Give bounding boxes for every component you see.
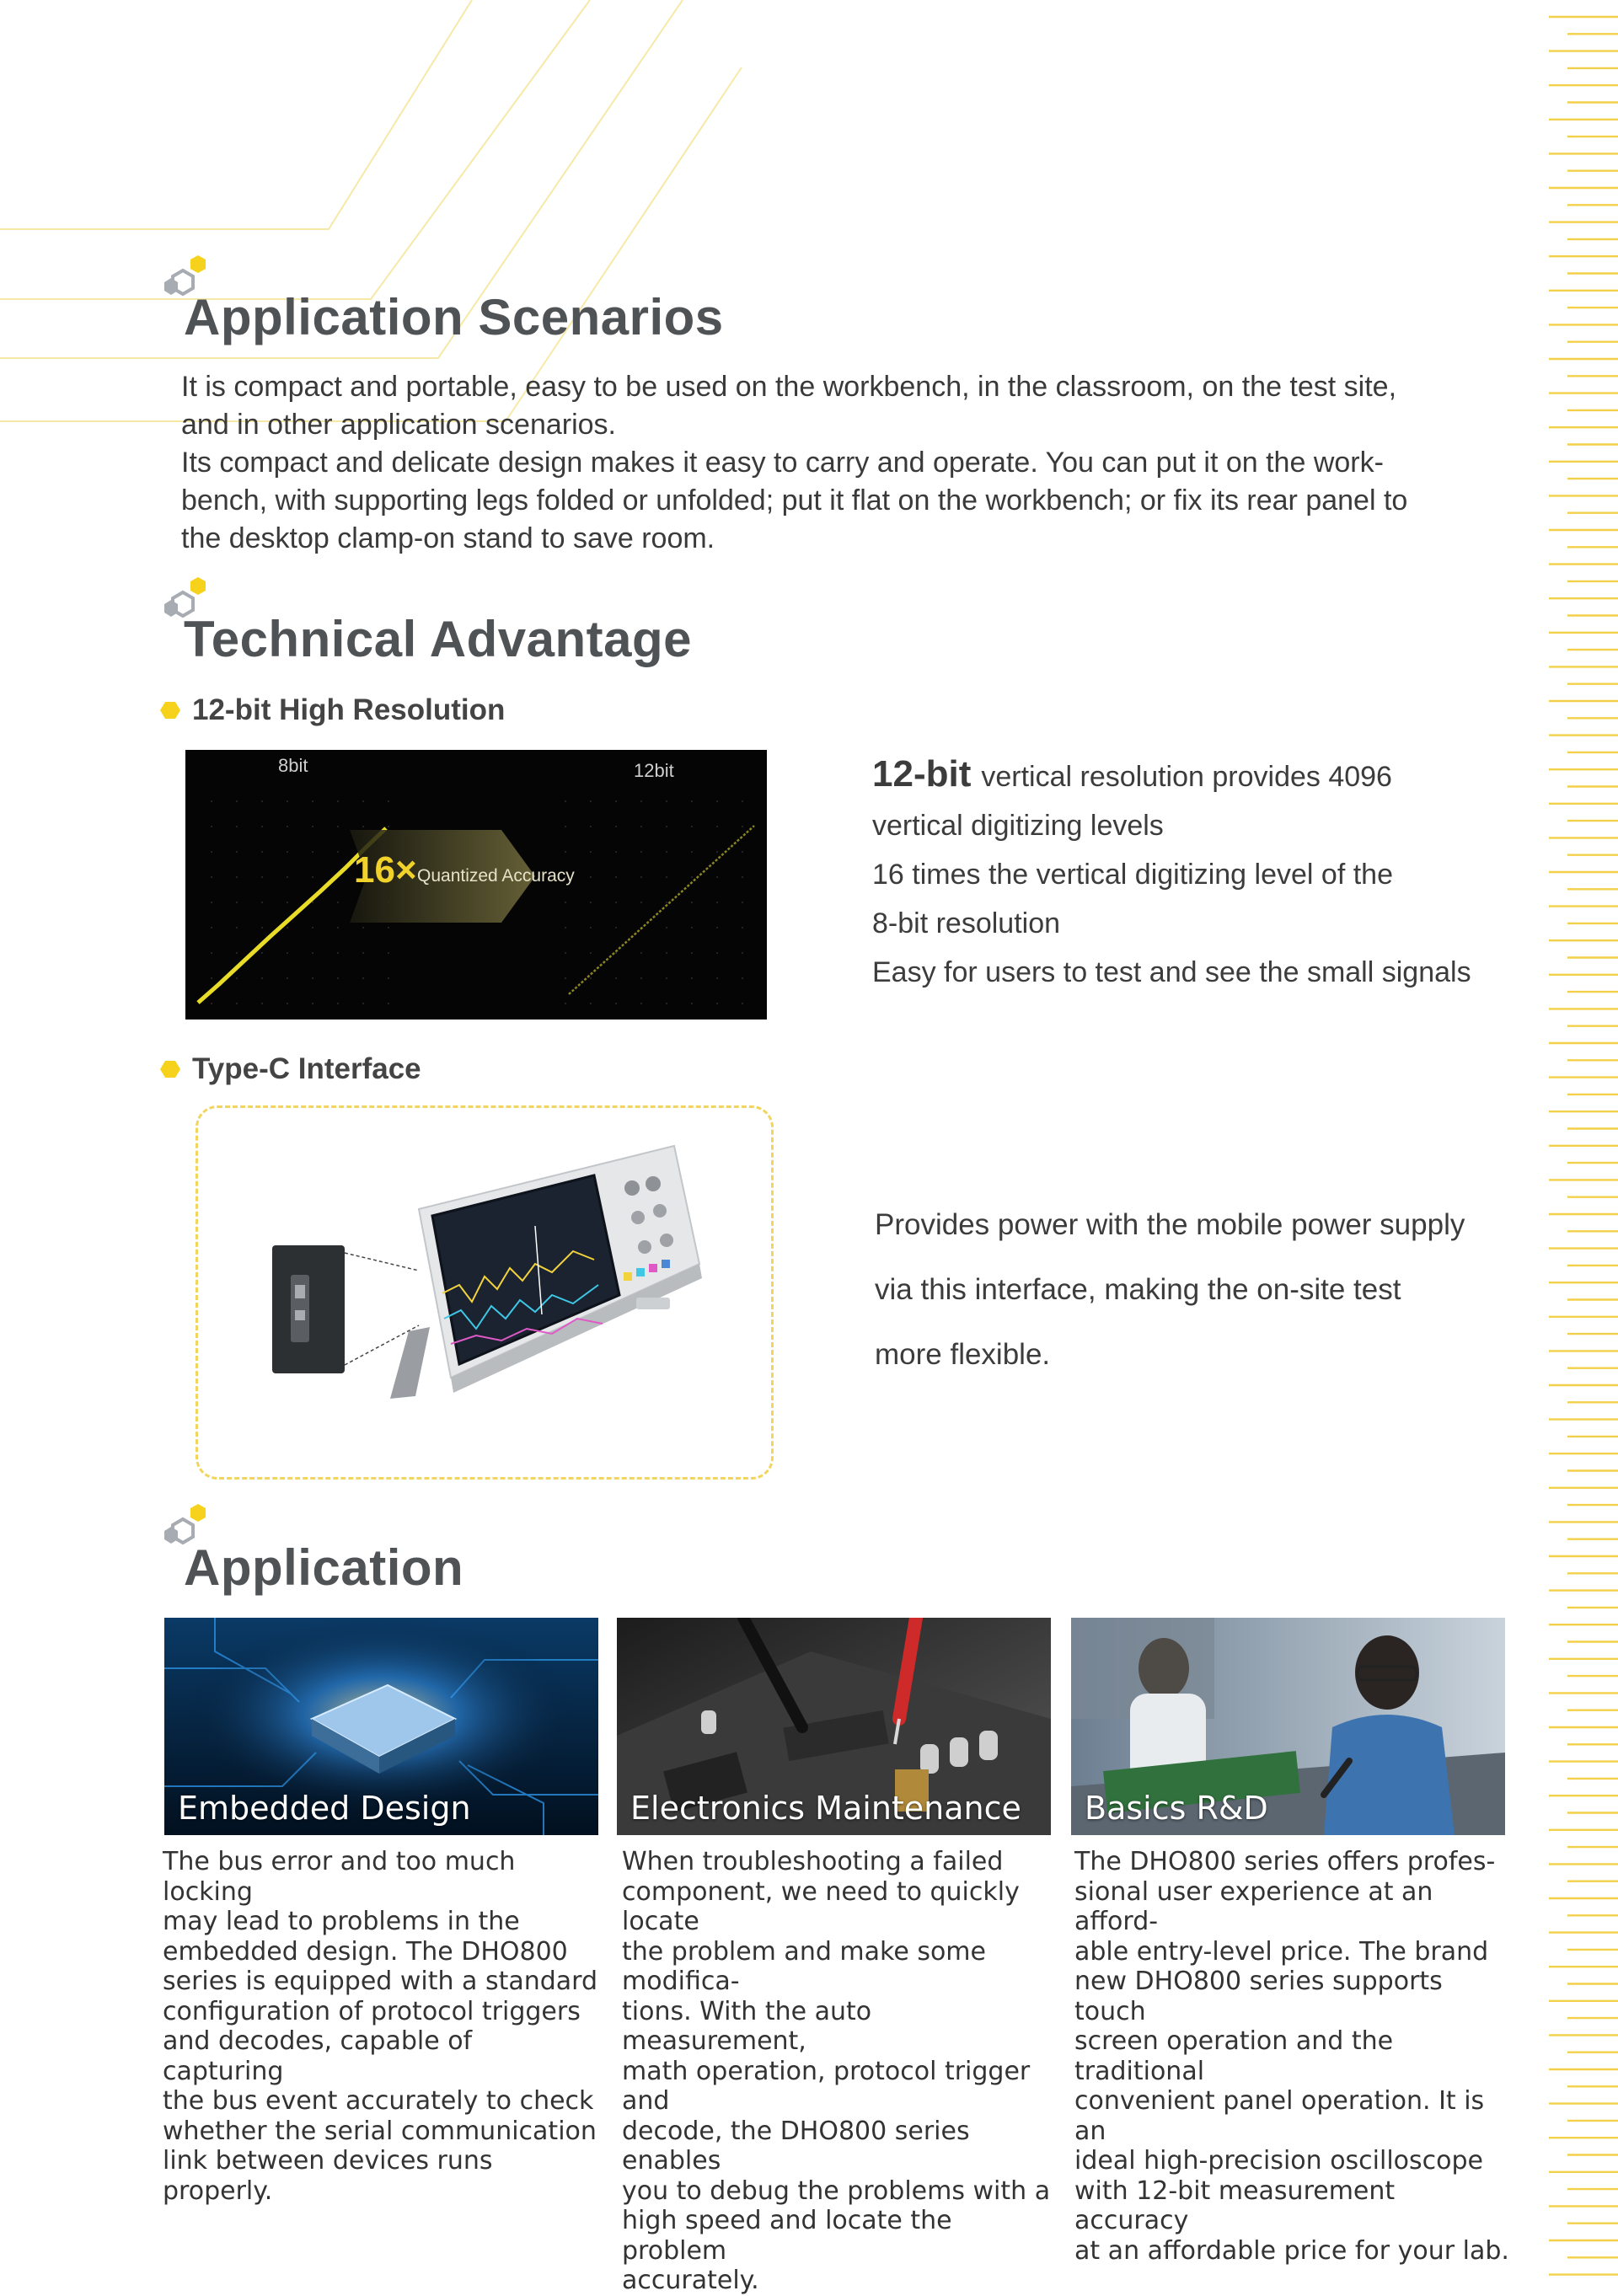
text-line: new DHO800 series supports touch (1074, 1967, 1443, 2026)
text-line: via this interface, making the on-site test (875, 1273, 1401, 1306)
highlight-12bit: 12-bit (872, 753, 972, 795)
text-line: decode, the DHO800 series enables (622, 2116, 970, 2176)
subsection-heading-typec (160, 1052, 421, 1086)
subsection-heading-resolution (160, 693, 505, 727)
text-line: the bus event accurately to check (163, 2086, 594, 2116)
scope-label-8bit: 8bit (278, 755, 308, 776)
subsection-label: 12-bit High Resolution (192, 693, 506, 726)
text-line: The bus error and too much locking (163, 1847, 516, 1907)
text-line: The DHO800 series offers profes- (1074, 1847, 1496, 1876)
hexagon-bullet-icon (160, 1059, 180, 1079)
text-line: with 12-bit measurement accuracy (1074, 2176, 1396, 2235)
text-line: able entry-level price. The brand (1074, 1936, 1489, 1967)
text-line: screen operation and the traditional (1074, 2026, 1394, 2086)
section-title-technical: Technical Advantage (184, 611, 692, 667)
application-image-embedded (164, 1618, 598, 1835)
text-line: Easy for users to test and see the small signals (872, 956, 1471, 988)
resolution-description (872, 750, 1546, 997)
text-line: link between devices runs properly. (163, 2146, 493, 2206)
text-line: accurately. (622, 2266, 759, 2295)
text-line: embedded design. The DHO800 (163, 1936, 568, 1967)
resolution-comparison-image (185, 750, 767, 1020)
subsection-label: Type-C Interface (192, 1052, 421, 1085)
text-line: tions. With the auto measurement, (622, 1996, 872, 2056)
text-line: high speed and locate the problem (622, 2206, 952, 2266)
section-title-scenarios: Application Scenarios (184, 289, 724, 345)
text-line: 8-bit resolution (872, 907, 1061, 939)
application-caption: Basics R&D (1085, 1790, 1268, 1827)
application-caption: Electronics Maintenance (630, 1790, 1021, 1827)
typec-product-image-frame (196, 1105, 774, 1480)
text-line: configuration of protocol triggers (163, 1996, 581, 2026)
text-line: Its compact and delicate design makes it easy to carry and operate. You can put it on the work- (181, 447, 1384, 479)
text-line: sional user experience at an afford- (1074, 1876, 1433, 1936)
text-line: vertical resolution provides 4096 (981, 761, 1392, 793)
scope-badge-text: Quantized Accuracy (417, 866, 575, 886)
typec-description (875, 1192, 1549, 1387)
application-description-embedded (163, 1847, 601, 2206)
application-description-maintenance (622, 1847, 1060, 2296)
text-line: whether the serial communication (163, 2116, 597, 2146)
text-line: ideal high-precision oscilloscope (1074, 2146, 1484, 2176)
application-image-research (1071, 1618, 1505, 1835)
text-line: component, we need to quickly locate (622, 1876, 1020, 1936)
text-line: convenient panel operation. It is an (1074, 2086, 1485, 2146)
text-line: 16 times the vertical digitizing level of the (872, 859, 1393, 891)
text-line: bench, with supporting legs folded or unfolded; put it flat on the workbench; or fix its rear panel to (181, 484, 1408, 516)
decorative-ruler (1508, 0, 1618, 2288)
text-line: When troubleshooting a failed (622, 1847, 1004, 1876)
text-line: and in other application scenarios. (181, 409, 616, 441)
application-description-research (1074, 1847, 1513, 2266)
scenarios-description (181, 368, 1496, 558)
text-line: vertical digitizing levels (872, 810, 1164, 842)
section-title-application: Application (184, 1539, 464, 1596)
scope-badge-number: 16× (354, 849, 417, 891)
text-line: the problem and make some modifica- (622, 1936, 986, 1996)
text-line: series is equipped with a standard (163, 1967, 598, 1996)
text-line: you to debug the problems with a (622, 2176, 1051, 2206)
text-line: may lead to problems in the (163, 1907, 520, 1936)
text-line: more flexible. (875, 1338, 1051, 1371)
text-line: Provides power with the mobile power supply (875, 1208, 1465, 1241)
text-line: the desktop clamp-on stand to save room. (181, 522, 715, 554)
text-line: at an affordable price for your lab. (1074, 2235, 1509, 2266)
text-line: math operation, protocol trigger and (622, 2056, 1031, 2116)
application-caption: Embedded Design (178, 1790, 471, 1827)
application-image-maintenance (617, 1618, 1051, 1835)
scope-label-12bit: 12bit (634, 760, 674, 781)
hexagon-bullet-icon (160, 700, 180, 720)
text-line: It is compact and portable, easy to be used on the workbench, in the classroom, on the test site, (181, 371, 1397, 403)
oscilloscope-illustration (198, 1108, 771, 1477)
text-line: and decodes, capable of capturing (163, 2026, 473, 2086)
